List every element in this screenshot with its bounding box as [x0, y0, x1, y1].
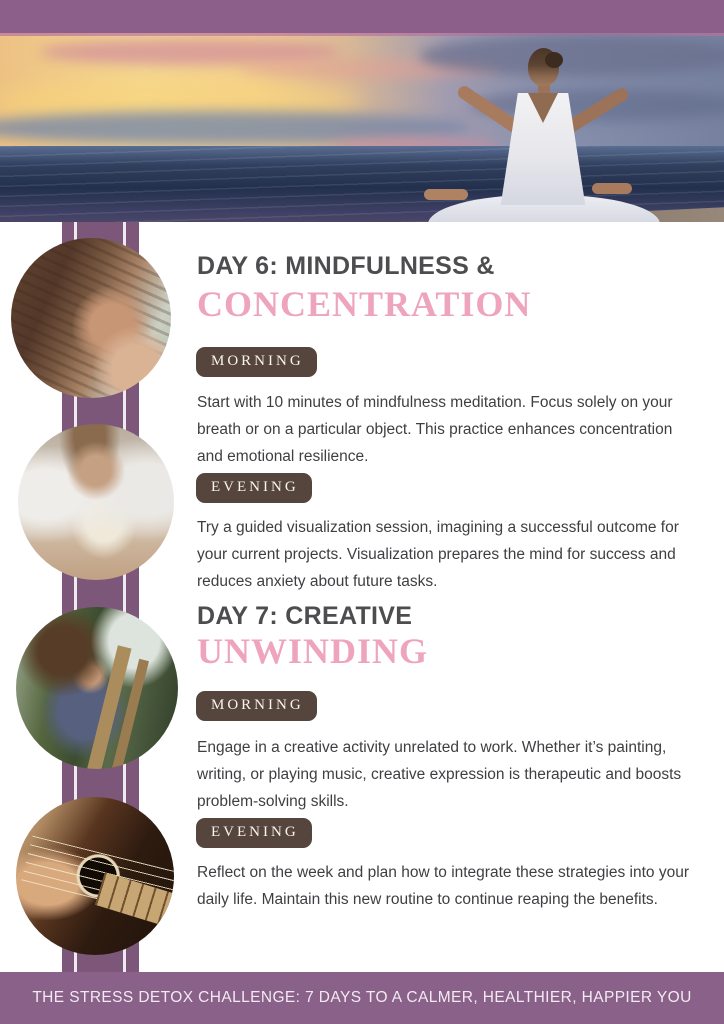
footer-tagline: THE STRESS DETOX CHALLENGE: 7 DAYS TO A CALMER, HEALTHIER, HAPPIER YOU: [32, 989, 692, 1006]
day7-title: DAY 7: CREATIVE: [197, 602, 413, 630]
day7-morning-badge: MORNING: [196, 691, 317, 721]
day6-morning-text: Start with 10 minutes of mindfulness meditation. Focus solely on your breath or on a particular object. This practice enhances concentration and emotional resilience.: [197, 394, 673, 465]
day6-evening-badge: EVENING: [196, 473, 312, 503]
day7-evening-badge: EVENING: [196, 818, 312, 848]
day7-evening-text: Reflect on the week and plan how to integrate these strategies into your daily life. Maintain this new routine to continue reaping the benefits.: [197, 864, 689, 908]
day6-title: DAY 6: MINDFULNESS &: [197, 252, 495, 280]
day7-morning-text: Engage in a creative activity unrelated to work. Whether it’s painting, writing, or playing music, creative expression is therapeutic and boosts problem-solving skills.: [197, 739, 682, 810]
footer-bar: [0, 972, 724, 1024]
day6-evening-text: Try a guided visualization session, imagining a successful outcome for your current projects. Visualization prepares the mind for success and reduces anxiety about future tasks.: [197, 519, 679, 590]
day6-subtitle: CONCENTRATION: [197, 284, 532, 324]
day7-subtitle: UNWINDING: [197, 631, 429, 671]
day6-morning-badge: MORNING: [196, 347, 317, 377]
